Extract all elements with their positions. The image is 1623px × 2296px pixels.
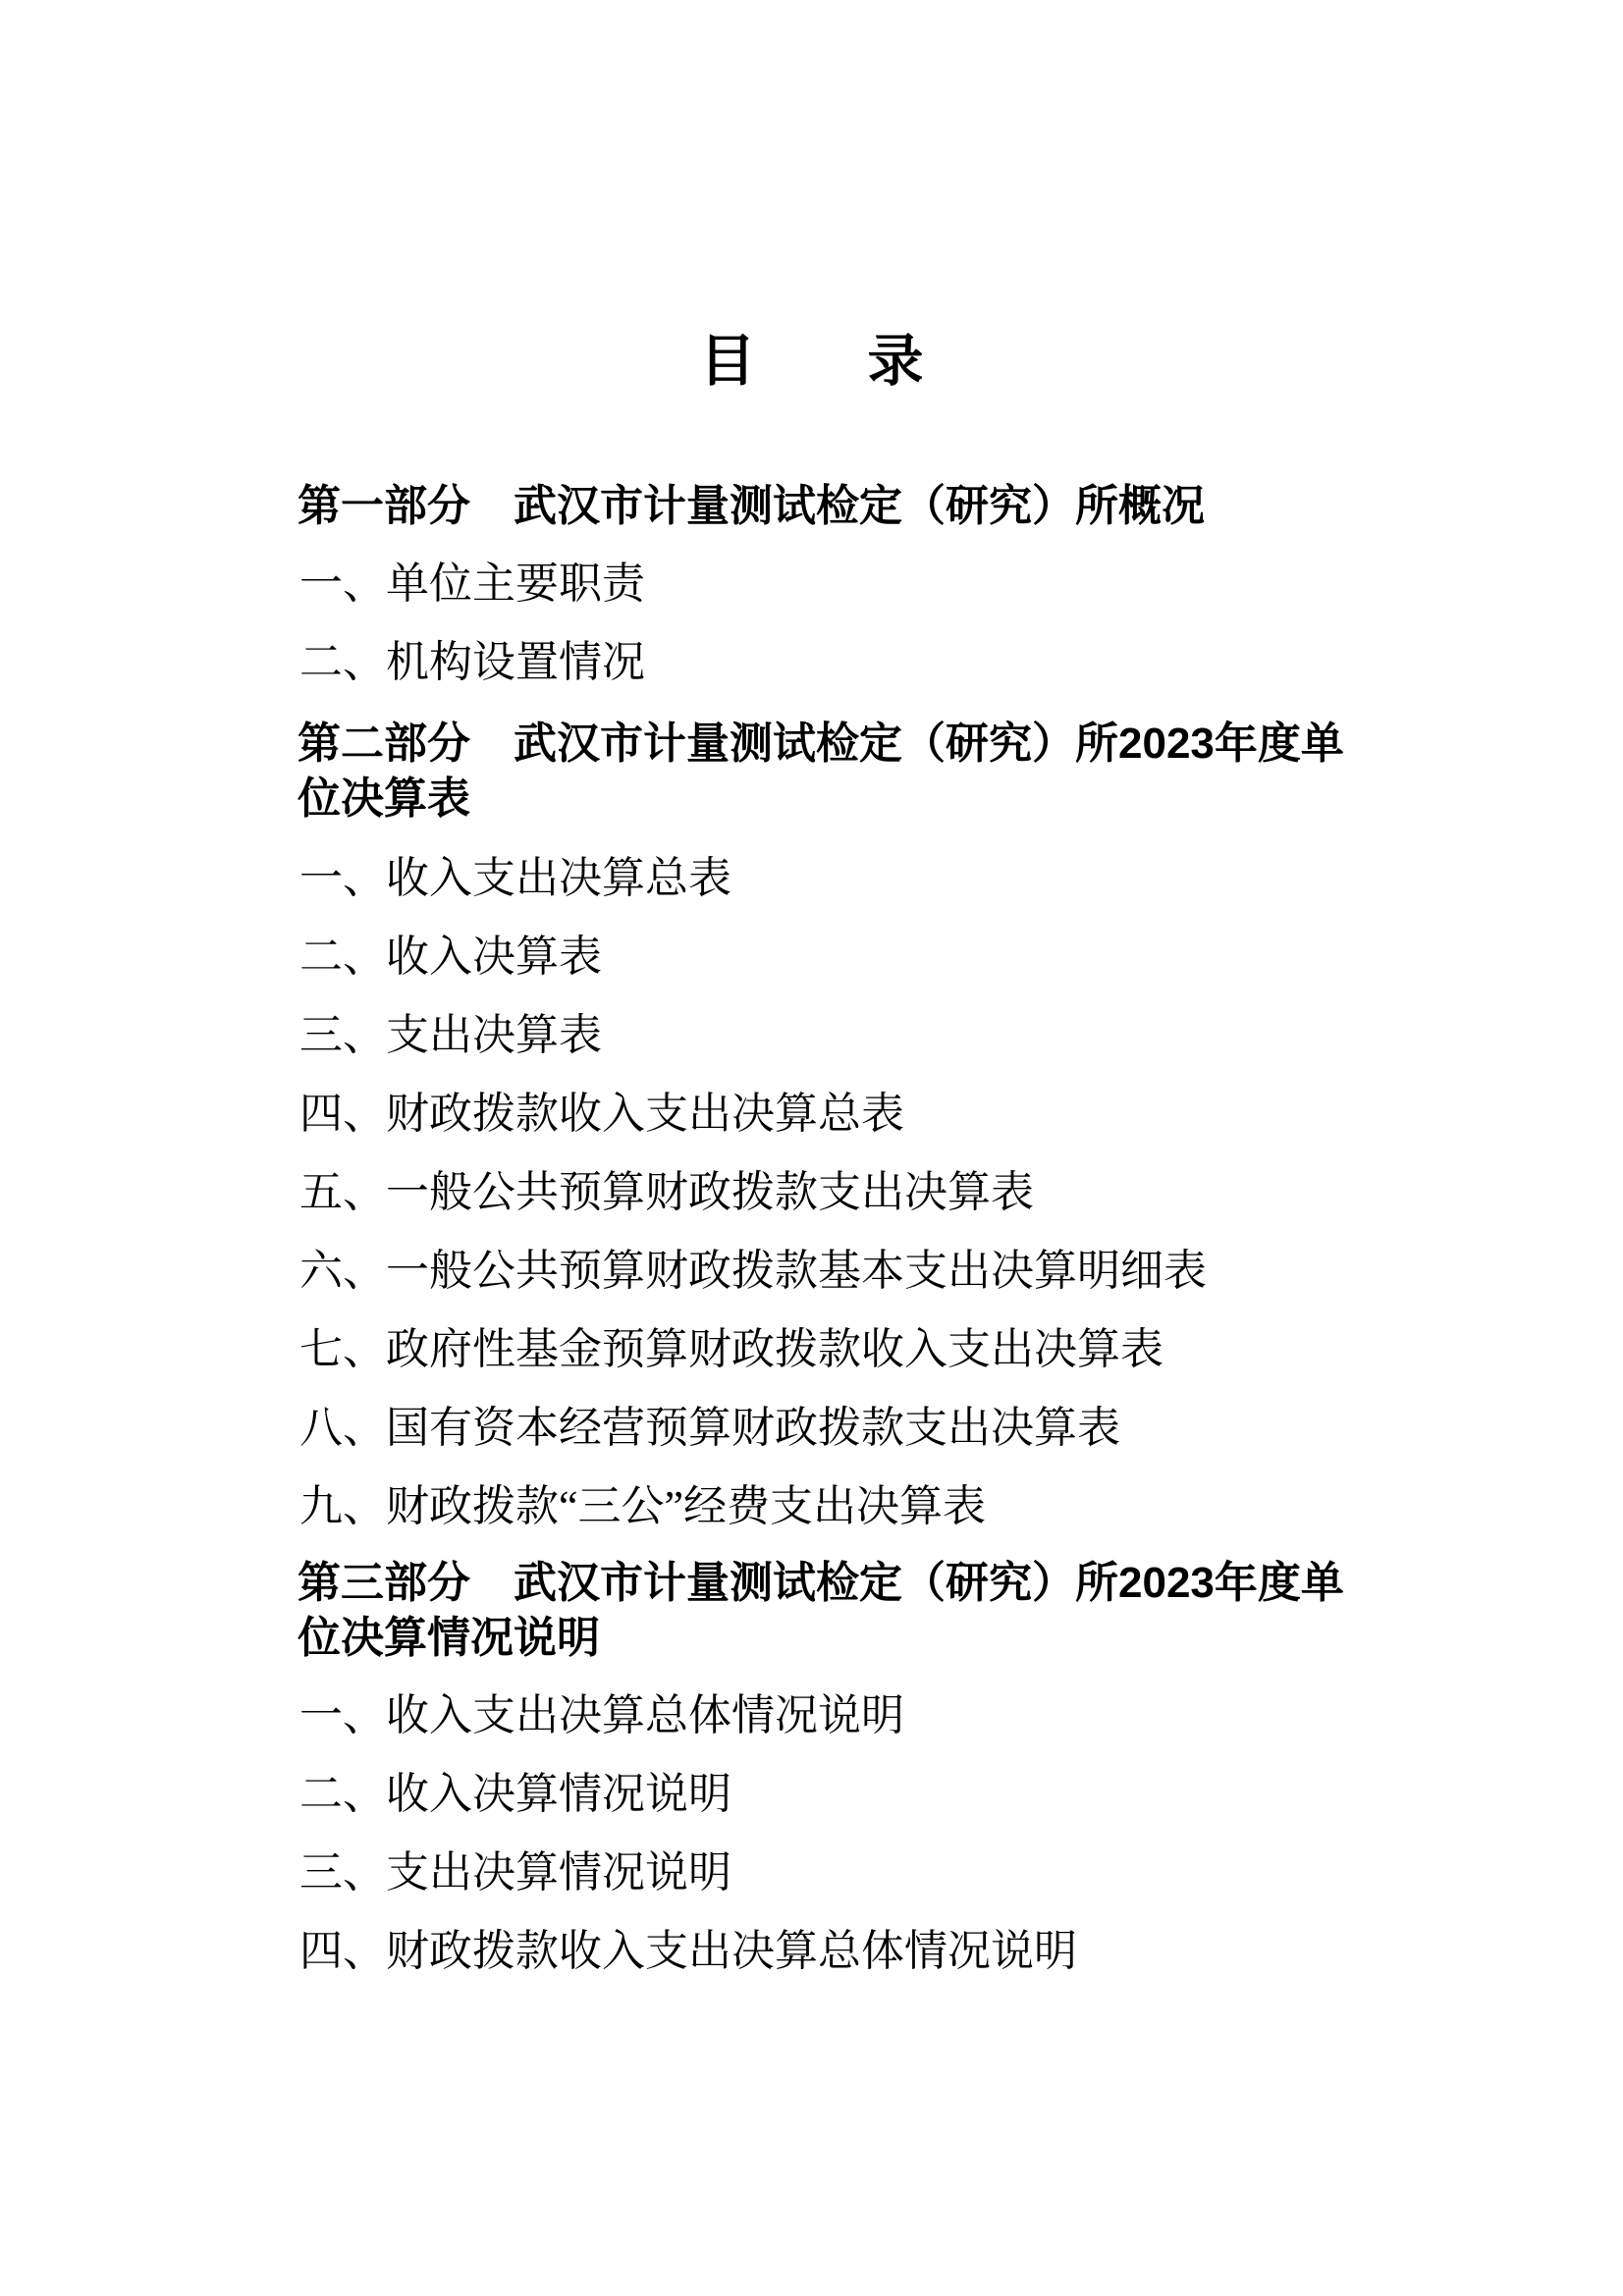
section-2-heading-line-2: 位决算表 xyxy=(298,774,470,823)
section-1-heading: 第一部分 武汉市计量测试检定（研究）所概况 xyxy=(298,482,1205,530)
toc-item-s2-9: 九、财政拨款“三公”经费支出决算表 xyxy=(299,1482,987,1530)
toc-item-s2-3: 三、支出决算表 xyxy=(299,1011,602,1059)
toc-item-s2-5: 五、一般公共预算财政拨款支出决算表 xyxy=(299,1168,1034,1216)
toc-item-s2-6: 六、一般公共预算财政拨款基本支出决算明细表 xyxy=(299,1247,1207,1295)
toc-item-s2-1: 一、收入支出决算总表 xyxy=(299,854,731,902)
toc-item-s3-3: 三、支出决算情况说明 xyxy=(299,1848,731,1896)
toc-item-s1-2: 二、机构设置情况 xyxy=(299,638,645,686)
toc-item-s3-2: 二、收入决算情况说明 xyxy=(299,1770,731,1818)
toc-item-s2-4: 四、财政拨款收入支出决算总表 xyxy=(299,1090,904,1138)
toc-item-s1-1: 一、单位主要职责 xyxy=(299,560,645,608)
section-3-heading-line-1: 第三部分 武汉市计量测试检定（研究）所2023年度单 xyxy=(298,1559,1344,1607)
section-2-heading-line-1: 第二部分 武汉市计量测试检定（研究）所2023年度单 xyxy=(298,720,1344,768)
toc-item-s2-8: 八、国有资本经营预算财政拨款支出决算表 xyxy=(299,1404,1120,1452)
toc-item-s3-1: 一、收入支出决算总体情况说明 xyxy=(299,1691,904,1739)
section-3-heading-line-2: 位决算情况说明 xyxy=(298,1614,600,1662)
toc-item-s2-2: 二、收入决算表 xyxy=(299,933,602,981)
toc-item-s3-4: 四、财政拨款收入支出决算总体情况说明 xyxy=(299,1927,1077,1975)
toc-item-s2-7: 七、政府性基金预算财政拨款收入支出决算表 xyxy=(299,1325,1163,1373)
page-title: 目 录 xyxy=(699,330,924,393)
